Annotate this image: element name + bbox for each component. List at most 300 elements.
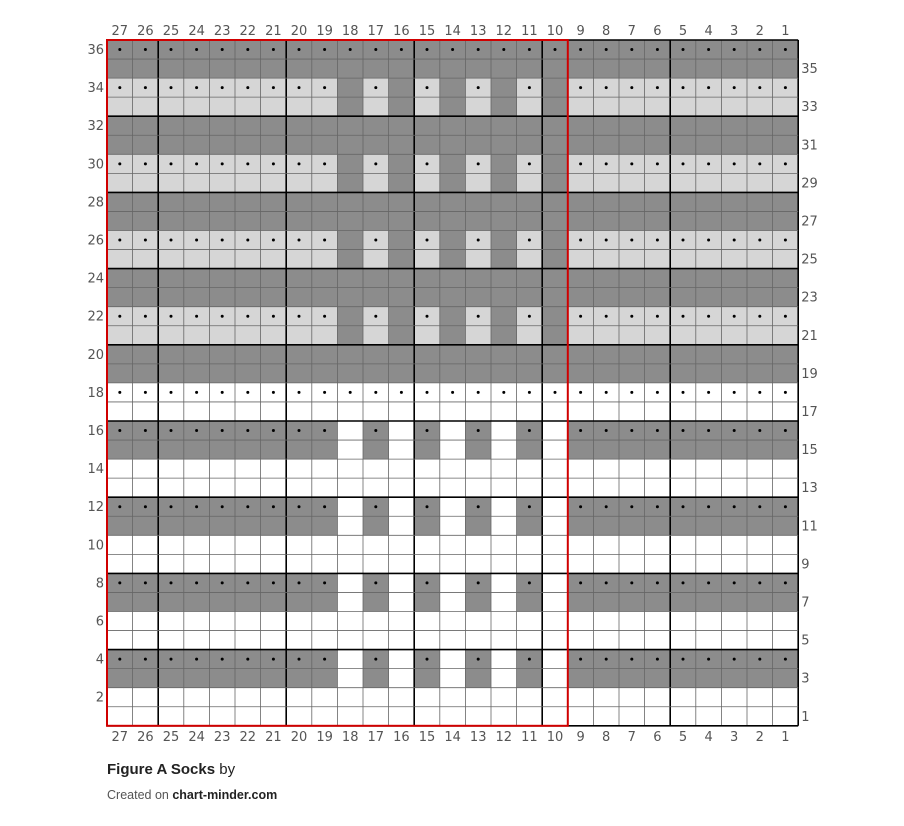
purl-dot-r30-s24 bbox=[195, 162, 198, 165]
purl-dot-r30-s13 bbox=[477, 162, 480, 165]
cell-r7-s10 bbox=[542, 592, 568, 611]
cell-r13-s14 bbox=[440, 478, 466, 497]
cell-r33-s23 bbox=[209, 97, 235, 116]
cell-r25-s26 bbox=[133, 250, 159, 269]
cell-r28-s8 bbox=[593, 192, 619, 211]
cell-r31-s9 bbox=[568, 135, 594, 154]
cell-r27-s15 bbox=[414, 211, 440, 230]
purl-dot-r34-s23 bbox=[221, 86, 224, 89]
cell-r14-s12 bbox=[491, 459, 517, 478]
cell-r27-s5 bbox=[670, 211, 696, 230]
cell-r32-s1 bbox=[773, 116, 799, 135]
purl-dot-r30-s1 bbox=[784, 162, 787, 165]
purl-dot-r26-s21 bbox=[272, 239, 275, 242]
cell-r27-s26 bbox=[133, 211, 159, 230]
cell-r16-s10 bbox=[542, 421, 568, 440]
purl-dot-r34-s5 bbox=[682, 86, 685, 89]
cell-r1-s12 bbox=[491, 707, 517, 726]
cell-r23-s7 bbox=[619, 288, 645, 307]
purl-dot-r8-s4 bbox=[707, 581, 710, 584]
cell-r17-s1 bbox=[773, 402, 799, 421]
top-column-number: 16 bbox=[393, 24, 410, 39]
cell-r5-s21 bbox=[261, 631, 287, 650]
cell-r20-s5 bbox=[670, 345, 696, 364]
cell-r14-s20 bbox=[286, 459, 312, 478]
cell-r10-s21 bbox=[261, 535, 287, 554]
left-row-number: 36 bbox=[87, 43, 104, 59]
purl-dot-r12-s1 bbox=[784, 505, 787, 508]
cell-r32-s20 bbox=[286, 116, 312, 135]
purl-dot-r4-s7 bbox=[630, 658, 633, 661]
purl-dot-r12-s25 bbox=[170, 505, 173, 508]
purl-dot-r30-s26 bbox=[144, 162, 147, 165]
cell-r1-s4 bbox=[696, 707, 722, 726]
purl-dot-r8-s20 bbox=[298, 581, 301, 584]
cell-r33-s15 bbox=[414, 97, 440, 116]
bottom-column-number: 15 bbox=[418, 729, 436, 745]
cell-r21-s25 bbox=[158, 326, 184, 345]
cell-r20-s1 bbox=[773, 345, 799, 364]
purl-dot-r36-s21 bbox=[272, 48, 275, 51]
purl-dot-r26-s15 bbox=[426, 239, 429, 242]
bottom-column-number: 17 bbox=[367, 729, 385, 745]
cell-r5-s11 bbox=[517, 631, 543, 650]
cell-r8-s16 bbox=[389, 573, 415, 592]
cell-r35-s18 bbox=[337, 59, 363, 78]
purl-dot-r12-s13 bbox=[477, 505, 480, 508]
cell-r25-s6 bbox=[645, 250, 671, 269]
cell-r5-s27 bbox=[107, 631, 133, 650]
cell-r24-s8 bbox=[593, 269, 619, 288]
cell-r10-s3 bbox=[721, 535, 747, 554]
cell-r6-s10 bbox=[542, 612, 568, 631]
cell-r20-s4 bbox=[696, 345, 722, 364]
cell-r1-s1 bbox=[773, 707, 799, 726]
cell-r21-s19 bbox=[312, 326, 338, 345]
cell-r2-s7 bbox=[619, 688, 645, 707]
cell-r32-s6 bbox=[645, 116, 671, 135]
cell-r19-s9 bbox=[568, 364, 594, 383]
purl-dot-r26-s26 bbox=[144, 239, 147, 242]
cell-r28-s13 bbox=[465, 192, 491, 211]
purl-dot-r4-s4 bbox=[707, 658, 710, 661]
cell-r28-s16 bbox=[389, 192, 415, 211]
cell-r9-s8 bbox=[593, 554, 619, 573]
cell-r30-s10 bbox=[542, 154, 568, 173]
cell-r1-s15 bbox=[414, 707, 440, 726]
cell-r23-s4 bbox=[696, 288, 722, 307]
purl-dot-r12-s23 bbox=[221, 505, 224, 508]
purl-dot-r18-s27 bbox=[118, 391, 121, 394]
cell-r10-s4 bbox=[696, 535, 722, 554]
purl-dot-r36-s20 bbox=[298, 48, 301, 51]
purl-dot-r16-s9 bbox=[579, 429, 582, 432]
cell-r21-s3 bbox=[721, 326, 747, 345]
cell-r24-s12 bbox=[491, 269, 517, 288]
cell-r33-s18 bbox=[337, 97, 363, 116]
cell-r6-s21 bbox=[261, 612, 287, 631]
cell-r15-s20 bbox=[286, 440, 312, 459]
purl-dot-r8-s21 bbox=[272, 581, 275, 584]
cell-r31-s5 bbox=[670, 135, 696, 154]
purl-dot-r26-s20 bbox=[298, 239, 301, 242]
cell-r21-s18 bbox=[337, 326, 363, 345]
cell-r26-s12 bbox=[491, 231, 517, 250]
cell-r2-s25 bbox=[158, 688, 184, 707]
cell-r35-s21 bbox=[261, 59, 287, 78]
cell-r31-s15 bbox=[414, 135, 440, 154]
purl-dot-r34-s11 bbox=[528, 86, 531, 89]
cell-r31-s7 bbox=[619, 135, 645, 154]
cell-r23-s16 bbox=[389, 288, 415, 307]
purl-dot-r22-s25 bbox=[170, 315, 173, 318]
cell-r6-s27 bbox=[107, 612, 133, 631]
cell-r27-s13 bbox=[465, 211, 491, 230]
cell-r24-s3 bbox=[721, 269, 747, 288]
purl-dot-r12-s3 bbox=[733, 505, 736, 508]
cell-r28-s3 bbox=[721, 192, 747, 211]
cell-r7-s14 bbox=[440, 592, 466, 611]
top-column-number: 12 bbox=[495, 24, 513, 39]
cell-r33-s8 bbox=[593, 97, 619, 116]
cell-r27-s8 bbox=[593, 211, 619, 230]
cell-r3-s16 bbox=[389, 669, 415, 688]
purl-dot-r36-s7 bbox=[630, 48, 633, 51]
top-column-number: 22 bbox=[239, 24, 257, 39]
cell-r11-s16 bbox=[389, 516, 415, 535]
purl-dot-r30-s22 bbox=[246, 162, 249, 165]
purl-dot-r4-s21 bbox=[272, 658, 275, 661]
cell-r33-s10 bbox=[542, 97, 568, 116]
cell-r3-s3 bbox=[721, 669, 747, 688]
cell-r19-s16 bbox=[389, 364, 415, 383]
cell-r21-s24 bbox=[184, 326, 210, 345]
purl-dot-r34-s1 bbox=[784, 86, 787, 89]
cell-r17-s12 bbox=[491, 402, 517, 421]
cell-r29-s27 bbox=[107, 173, 133, 192]
cell-r14-s23 bbox=[209, 459, 235, 478]
site-link[interactable]: chart-minder.com bbox=[172, 788, 278, 802]
cell-r15-s27 bbox=[107, 440, 133, 459]
cell-r23-s19 bbox=[312, 288, 338, 307]
cell-r17-s18 bbox=[337, 402, 363, 421]
cell-r19-s26 bbox=[133, 364, 159, 383]
cell-r35-s4 bbox=[696, 59, 722, 78]
cell-r6-s25 bbox=[158, 612, 184, 631]
cell-r5-s6 bbox=[645, 631, 671, 650]
cell-r29-s1 bbox=[773, 173, 799, 192]
cell-r5-s3 bbox=[721, 631, 747, 650]
cell-r26-s10 bbox=[542, 231, 568, 250]
cell-r29-s13 bbox=[465, 173, 491, 192]
purl-dot-r8-s24 bbox=[195, 581, 198, 584]
cell-r13-s13 bbox=[465, 478, 491, 497]
cell-r7-s22 bbox=[235, 592, 261, 611]
purl-dot-r22-s4 bbox=[707, 315, 710, 318]
bottom-column-number: 26 bbox=[137, 729, 154, 745]
cell-r33-s17 bbox=[363, 97, 389, 116]
cell-r11-s7 bbox=[619, 516, 645, 535]
cell-r11-s27 bbox=[107, 516, 133, 535]
cell-r24-s26 bbox=[133, 269, 159, 288]
top-column-number: 11 bbox=[521, 24, 538, 39]
purl-dot-r34-s21 bbox=[272, 86, 275, 89]
cell-r3-s10 bbox=[542, 669, 568, 688]
cell-r14-s4 bbox=[696, 459, 722, 478]
purl-dot-r36-s14 bbox=[451, 48, 454, 51]
purl-dot-r18-s5 bbox=[682, 391, 685, 394]
cell-r28-s23 bbox=[209, 192, 235, 211]
cell-r25-s17 bbox=[363, 250, 389, 269]
purl-dot-r8-s3 bbox=[733, 581, 736, 584]
cell-r21-s4 bbox=[696, 326, 722, 345]
left-row-number: 20 bbox=[87, 347, 104, 363]
purl-dot-r18-s2 bbox=[758, 391, 761, 394]
purl-dot-r22-s20 bbox=[298, 315, 301, 318]
purl-dot-r4-s15 bbox=[426, 658, 429, 661]
left-row-number: 10 bbox=[87, 538, 104, 554]
cell-r24-s14 bbox=[440, 269, 466, 288]
cell-r20-s16 bbox=[389, 345, 415, 364]
cell-r9-s11 bbox=[517, 554, 543, 573]
purl-dot-r18-s1 bbox=[784, 391, 787, 394]
cell-r28-s27 bbox=[107, 192, 133, 211]
cell-r32-s22 bbox=[235, 116, 261, 135]
cell-r25-s27 bbox=[107, 250, 133, 269]
cell-r3-s7 bbox=[619, 669, 645, 688]
cell-r15-s3 bbox=[721, 440, 747, 459]
cell-r23-s17 bbox=[363, 288, 389, 307]
purl-dot-r12-s5 bbox=[682, 505, 685, 508]
cell-r24-s10 bbox=[542, 269, 568, 288]
purl-dot-r36-s2 bbox=[758, 48, 761, 51]
purl-dot-r12-s9 bbox=[579, 505, 582, 508]
cell-r7-s27 bbox=[107, 592, 133, 611]
cell-r9-s1 bbox=[773, 554, 799, 573]
cell-r1-s8 bbox=[593, 707, 619, 726]
cell-r3-s8 bbox=[593, 669, 619, 688]
cell-r7-s26 bbox=[133, 592, 159, 611]
cell-r25-s18 bbox=[337, 250, 363, 269]
cell-r9-s13 bbox=[465, 554, 491, 573]
cell-r24-s5 bbox=[670, 269, 696, 288]
cell-r25-s21 bbox=[261, 250, 287, 269]
cell-r5-s22 bbox=[235, 631, 261, 650]
cell-r24-s1 bbox=[773, 269, 799, 288]
cell-r24-s24 bbox=[184, 269, 210, 288]
cell-r31-s23 bbox=[209, 135, 235, 154]
cell-r32-s11 bbox=[517, 116, 543, 135]
chart-title: Figure A Socks bbox=[107, 761, 216, 778]
cell-r10-s23 bbox=[209, 535, 235, 554]
right-row-number: 15 bbox=[801, 443, 818, 459]
purl-dot-r12-s8 bbox=[605, 505, 608, 508]
cell-r9-s26 bbox=[133, 554, 159, 573]
cell-r2-s6 bbox=[645, 688, 671, 707]
cell-r28-s5 bbox=[670, 192, 696, 211]
cell-r3-s1 bbox=[773, 669, 799, 688]
top-column-number: 13 bbox=[469, 24, 487, 39]
cell-r15-s11 bbox=[517, 440, 543, 459]
right-row-number: 31 bbox=[801, 138, 818, 154]
cell-r17-s20 bbox=[286, 402, 312, 421]
cell-r29-s2 bbox=[747, 173, 773, 192]
cell-r33-s27 bbox=[107, 97, 133, 116]
cell-r5-s1 bbox=[773, 631, 799, 650]
cell-r14-s27 bbox=[107, 459, 133, 478]
purl-dot-r36-s23 bbox=[221, 48, 224, 51]
cell-r15-s1 bbox=[773, 440, 799, 459]
purl-dot-r22-s2 bbox=[758, 315, 761, 318]
cell-r28-s25 bbox=[158, 192, 184, 211]
cell-r25-s3 bbox=[721, 250, 747, 269]
cell-r15-s21 bbox=[261, 440, 287, 459]
cell-r12-s14 bbox=[440, 497, 466, 516]
cell-r25-s2 bbox=[747, 250, 773, 269]
purl-dot-r34-s6 bbox=[656, 86, 659, 89]
cell-r31-s22 bbox=[235, 135, 261, 154]
cell-r34-s12 bbox=[491, 78, 517, 97]
cell-r4-s16 bbox=[389, 650, 415, 669]
cell-r27-s14 bbox=[440, 211, 466, 230]
cell-r14-s17 bbox=[363, 459, 389, 478]
purl-dot-r16-s20 bbox=[298, 429, 301, 432]
cell-r25-s7 bbox=[619, 250, 645, 269]
cell-r3-s18 bbox=[337, 669, 363, 688]
cell-r9-s12 bbox=[491, 554, 517, 573]
cell-r6-s6 bbox=[645, 612, 671, 631]
cell-r31-s16 bbox=[389, 135, 415, 154]
cell-r33-s16 bbox=[389, 97, 415, 116]
cell-r7-s6 bbox=[645, 592, 671, 611]
cell-r27-s11 bbox=[517, 211, 543, 230]
purl-dot-r36-s27 bbox=[118, 48, 121, 51]
cell-r17-s25 bbox=[158, 402, 184, 421]
purl-dot-r4-s8 bbox=[605, 658, 608, 661]
cell-r27-s7 bbox=[619, 211, 645, 230]
cell-r3-s17 bbox=[363, 669, 389, 688]
cell-r13-s20 bbox=[286, 478, 312, 497]
purl-dot-r16-s23 bbox=[221, 429, 224, 432]
cell-r20-s24 bbox=[184, 345, 210, 364]
cell-r35-s13 bbox=[465, 59, 491, 78]
purl-dot-r4-s23 bbox=[221, 658, 224, 661]
cell-r19-s25 bbox=[158, 364, 184, 383]
purl-dot-r30-s2 bbox=[758, 162, 761, 165]
bottom-column-number: 2 bbox=[755, 729, 764, 745]
cell-r32-s4 bbox=[696, 116, 722, 135]
purl-dot-r4-s19 bbox=[323, 658, 326, 661]
purl-dot-r8-s13 bbox=[477, 581, 480, 584]
cell-r4-s12 bbox=[491, 650, 517, 669]
cell-r24-s22 bbox=[235, 269, 261, 288]
cell-r13-s21 bbox=[261, 478, 287, 497]
cell-r17-s17 bbox=[363, 402, 389, 421]
purl-dot-r16-s7 bbox=[630, 429, 633, 432]
purl-dot-r8-s5 bbox=[682, 581, 685, 584]
cell-r32-s10 bbox=[542, 116, 568, 135]
purl-dot-r36-s13 bbox=[477, 48, 480, 51]
cell-r6-s8 bbox=[593, 612, 619, 631]
cell-r11-s5 bbox=[670, 516, 696, 535]
cell-r25-s14 bbox=[440, 250, 466, 269]
bottom-column-number: 10 bbox=[546, 729, 564, 745]
cell-r2-s9 bbox=[568, 688, 594, 707]
purl-dot-r4-s6 bbox=[656, 658, 659, 661]
cell-r24-s21 bbox=[261, 269, 287, 288]
purl-dot-r12-s19 bbox=[323, 505, 326, 508]
cell-r13-s9 bbox=[568, 478, 594, 497]
purl-dot-r30-s19 bbox=[323, 162, 326, 165]
cell-r17-s23 bbox=[209, 402, 235, 421]
cell-r23-s15 bbox=[414, 288, 440, 307]
purl-dot-r30-s15 bbox=[426, 162, 429, 165]
cell-r19-s17 bbox=[363, 364, 389, 383]
purl-dot-r18-s13 bbox=[477, 391, 480, 394]
cell-r24-s19 bbox=[312, 269, 338, 288]
cell-r20-s11 bbox=[517, 345, 543, 364]
cell-r10-s9 bbox=[568, 535, 594, 554]
cell-r6-s15 bbox=[414, 612, 440, 631]
purl-dot-r4-s13 bbox=[477, 658, 480, 661]
cell-r21-s10 bbox=[542, 326, 568, 345]
purl-dot-r18-s4 bbox=[707, 391, 710, 394]
cell-r2-s10 bbox=[542, 688, 568, 707]
cell-r27-s6 bbox=[645, 211, 671, 230]
purl-dot-r26-s2 bbox=[758, 239, 761, 242]
bottom-column-number: 8 bbox=[602, 729, 611, 745]
cell-r14-s18 bbox=[337, 459, 363, 478]
cell-r16-s18 bbox=[337, 421, 363, 440]
purl-dot-r12-s11 bbox=[528, 505, 531, 508]
cell-r21-s27 bbox=[107, 326, 133, 345]
cell-r19-s6 bbox=[645, 364, 671, 383]
cell-r19-s21 bbox=[261, 364, 287, 383]
cell-r1-s24 bbox=[184, 707, 210, 726]
left-row-number: 26 bbox=[87, 233, 104, 249]
top-column-number: 5 bbox=[678, 24, 688, 39]
cell-r14-s3 bbox=[721, 459, 747, 478]
cell-r23-s20 bbox=[286, 288, 312, 307]
cell-r29-s11 bbox=[517, 173, 543, 192]
cell-r35-s24 bbox=[184, 59, 210, 78]
cell-r5-s16 bbox=[389, 631, 415, 650]
cell-r31-s13 bbox=[465, 135, 491, 154]
purl-dot-r26-s9 bbox=[579, 239, 582, 242]
purl-dot-r4-s11 bbox=[528, 658, 531, 661]
cell-r6-s20 bbox=[286, 612, 312, 631]
cell-r8-s12 bbox=[491, 573, 517, 592]
cell-r33-s14 bbox=[440, 97, 466, 116]
cell-r2-s16 bbox=[389, 688, 415, 707]
cell-r28-s4 bbox=[696, 192, 722, 211]
cell-r25-s24 bbox=[184, 250, 210, 269]
cell-r3-s26 bbox=[133, 669, 159, 688]
cell-r6-s2 bbox=[747, 612, 773, 631]
cell-r33-s25 bbox=[158, 97, 184, 116]
cell-r14-s15 bbox=[414, 459, 440, 478]
cell-r21-s6 bbox=[645, 326, 671, 345]
cell-r22-s12 bbox=[491, 307, 517, 326]
purl-dot-r36-s11 bbox=[528, 48, 531, 51]
cell-r9-s21 bbox=[261, 554, 287, 573]
purl-dot-r30-s3 bbox=[733, 162, 736, 165]
cell-r24-s4 bbox=[696, 269, 722, 288]
purl-dot-r4-s17 bbox=[374, 658, 377, 661]
left-row-number: 12 bbox=[87, 500, 104, 516]
cell-r15-s5 bbox=[670, 440, 696, 459]
cell-r30-s18 bbox=[337, 154, 363, 173]
